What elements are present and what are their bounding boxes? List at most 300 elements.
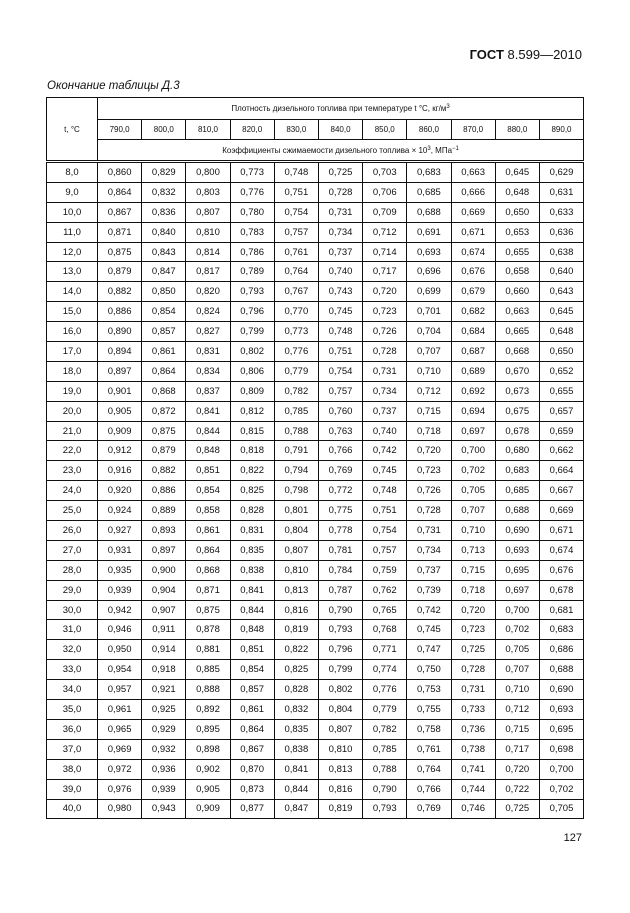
- coefficient-cell: 0,697: [451, 421, 495, 441]
- table-row: [47, 421, 584, 441]
- coefficient-cell: 0,813: [318, 759, 362, 779]
- table-row: [47, 322, 584, 342]
- coefficient-cell: 0,650: [539, 342, 583, 362]
- table-row: [47, 560, 584, 580]
- coefficient-cell: 0,759: [363, 560, 407, 580]
- coefficient-cell: 0,680: [495, 441, 539, 461]
- coefficient-cell: 0,893: [142, 521, 186, 541]
- coefficient-cell: 0,841: [274, 759, 318, 779]
- coefficient-cell: 0,742: [363, 441, 407, 461]
- coefficient-cell: 0,663: [495, 302, 539, 322]
- coefficient-cell: 0,748: [274, 162, 318, 183]
- coefficient-cell: 0,741: [451, 759, 495, 779]
- coefficient-cell: 0,693: [539, 700, 583, 720]
- coefficient-cell: 0,802: [318, 680, 362, 700]
- coefficient-cell: 0,864: [186, 540, 230, 560]
- coefficient-cell: 0,898: [186, 739, 230, 759]
- coefficient-header: Коэффициенты сжимаемости дизельного топлива × $10^3$, МПа$^{-1}$: [98, 140, 584, 162]
- coefficient-cell: 0,728: [407, 501, 451, 521]
- coefficient-cell: 0,851: [186, 461, 230, 481]
- coefficient-cell: 0,895: [186, 719, 230, 739]
- coefficient-cell: 0,879: [98, 262, 142, 282]
- coefficient-cell: 0,700: [539, 759, 583, 779]
- coefficient-cell: 0,868: [186, 560, 230, 580]
- table-row: [47, 242, 584, 262]
- coefficient-cell: 0,757: [363, 540, 407, 560]
- coefficient-cell: 0,667: [539, 481, 583, 501]
- coefficient-cell: 0,871: [98, 222, 142, 242]
- temperature-cell: 32,0: [47, 640, 98, 660]
- coefficient-cell: 0,684: [451, 322, 495, 342]
- coefficient-cell: 0,776: [230, 182, 274, 202]
- temperature-cell: 21,0: [47, 421, 98, 441]
- table-row: [47, 222, 584, 242]
- coefficient-cell: 0,668: [495, 342, 539, 362]
- coefficient-cell: 0,785: [363, 739, 407, 759]
- coefficient-cell: 0,725: [495, 799, 539, 819]
- coefficient-cell: 0,764: [407, 759, 451, 779]
- coefficient-cell: 0,882: [98, 282, 142, 302]
- coefficient-cell: 0,720: [451, 600, 495, 620]
- coefficient-cell: 0,722: [495, 779, 539, 799]
- coefficient-cell: 0,669: [539, 501, 583, 521]
- coefficient-cell: 0,877: [230, 799, 274, 819]
- coefficient-cell: 0,810: [274, 560, 318, 580]
- coefficient-cell: 0,861: [230, 700, 274, 720]
- coefficient-cell: 0,925: [142, 700, 186, 720]
- coefficient-cell: 0,924: [98, 501, 142, 521]
- coefficient-cell: 0,798: [274, 481, 318, 501]
- coefficient-cell: 0,897: [98, 361, 142, 381]
- coefficient-cell: 0,698: [539, 739, 583, 759]
- coefficient-cell: 0,872: [142, 401, 186, 421]
- coefficient-cell: 0,911: [142, 620, 186, 640]
- coefficient-cell: 0,844: [274, 779, 318, 799]
- coefficient-cell: 0,745: [318, 302, 362, 322]
- coefficient-cell: 0,720: [363, 282, 407, 302]
- coefficient-cell: 0,645: [495, 162, 539, 183]
- coefficient-cell: 0,740: [318, 262, 362, 282]
- temperature-cell: 20,0: [47, 401, 98, 421]
- coefficient-cell: 0,901: [98, 381, 142, 401]
- density-value: 820,0: [230, 120, 274, 140]
- coefficient-cell: 0,843: [142, 242, 186, 262]
- table-row: [47, 719, 584, 739]
- table-row: [47, 461, 584, 481]
- coefficient-cell: 0,818: [230, 441, 274, 461]
- coefficient-cell: 0,784: [318, 560, 362, 580]
- table-row: [47, 342, 584, 362]
- coefficient-cell: 0,827: [186, 322, 230, 342]
- coefficient-cell: 0,885: [186, 660, 230, 680]
- coefficient-cell: 0,847: [274, 799, 318, 819]
- coefficient-cell: 0,640: [539, 262, 583, 282]
- coefficient-cell: 0,831: [186, 342, 230, 362]
- coefficient-cell: 0,848: [186, 441, 230, 461]
- coefficient-cell: 0,736: [451, 719, 495, 739]
- coefficient-cell: 0,831: [230, 521, 274, 541]
- coefficient-cell: 0,771: [363, 640, 407, 660]
- coefficient-cell: 0,731: [363, 361, 407, 381]
- coefficient-cell: 0,954: [98, 660, 142, 680]
- coefficient-cell: 0,685: [495, 481, 539, 501]
- coefficient-cell: 0,781: [318, 540, 362, 560]
- coefficient-cell: 0,720: [407, 441, 451, 461]
- coefficient-cell: 0,835: [230, 540, 274, 560]
- coefficient-cell: 0,737: [318, 242, 362, 262]
- coefficient-cell: 0,844: [230, 600, 274, 620]
- coefficient-cell: 0,737: [363, 401, 407, 421]
- coefficient-cell: 0,888: [186, 680, 230, 700]
- coefficient-cell: 0,775: [318, 501, 362, 521]
- coefficient-cell: 0,861: [186, 521, 230, 541]
- coefficient-cell: 0,796: [230, 302, 274, 322]
- coefficient-cell: 0,766: [318, 441, 362, 461]
- coefficient-cell: 0,861: [142, 342, 186, 362]
- temperature-cell: 24,0: [47, 481, 98, 501]
- coefficient-cell: 0,742: [407, 600, 451, 620]
- coefficient-cell: 0,803: [186, 182, 230, 202]
- coefficient-cell: 0,799: [230, 322, 274, 342]
- coefficient-cell: 0,976: [98, 779, 142, 799]
- coefficient-cell: 0,824: [186, 302, 230, 322]
- coefficient-cell: 0,731: [318, 202, 362, 222]
- coefficient-cell: 0,733: [451, 700, 495, 720]
- coefficient-cell: 0,631: [539, 182, 583, 202]
- density-value: 840,0: [318, 120, 362, 140]
- coefficient-cell: 0,882: [142, 461, 186, 481]
- coefficient-cell: 0,751: [363, 501, 407, 521]
- coefficient-cell: 0,676: [539, 560, 583, 580]
- table-row: [47, 660, 584, 680]
- coefficient-cell: 0,779: [363, 700, 407, 720]
- coefficient-cell: 0,875: [186, 600, 230, 620]
- temperature-cell: 34,0: [47, 680, 98, 700]
- table-caption: Окончание таблицы Д.3: [47, 80, 180, 92]
- standard-label: ГОСТ: [469, 47, 504, 62]
- coefficient-cell: 0,890: [98, 322, 142, 342]
- coefficient-cell: 0,875: [142, 421, 186, 441]
- coefficient-cell: 0,801: [274, 501, 318, 521]
- coefficient-cell: 0,796: [318, 640, 362, 660]
- coefficient-cell: 0,731: [407, 521, 451, 541]
- coefficient-cell: 0,804: [318, 700, 362, 720]
- table-row: [47, 262, 584, 282]
- coefficient-cell: 0,921: [142, 680, 186, 700]
- coefficient-cell: 0,693: [495, 540, 539, 560]
- coefficient-cell: 0,770: [274, 302, 318, 322]
- coefficient-cell: 0,850: [142, 282, 186, 302]
- coefficient-cell: 0,691: [407, 222, 451, 242]
- coefficient-cell: 0,782: [363, 719, 407, 739]
- coefficient-cell: 0,753: [407, 680, 451, 700]
- coefficient-cell: 0,879: [142, 441, 186, 461]
- coefficient-cell: 0,942: [98, 600, 142, 620]
- coefficient-cell: 0,738: [451, 739, 495, 759]
- coefficient-cell: 0,693: [407, 242, 451, 262]
- coefficient-cell: 0,754: [318, 361, 362, 381]
- coefficient-cell: 0,790: [318, 600, 362, 620]
- coefficient-cell: 0,943: [142, 799, 186, 819]
- coefficient-cell: 0,699: [407, 282, 451, 302]
- coefficient-cell: 0,725: [318, 162, 362, 183]
- coefficient-cell: 0,807: [274, 540, 318, 560]
- coefficient-cell: 0,705: [539, 799, 583, 819]
- temperature-cell: 14,0: [47, 282, 98, 302]
- coefficient-cell: 0,789: [230, 262, 274, 282]
- coefficient-cell: 0,748: [363, 481, 407, 501]
- coefficient-cell: 0,972: [98, 759, 142, 779]
- coefficient-cell: 0,916: [98, 461, 142, 481]
- coefficient-cell: 0,902: [186, 759, 230, 779]
- temperature-cell: 11,0: [47, 222, 98, 242]
- coefficient-cell: 0,710: [407, 361, 451, 381]
- coefficient-cell: 0,740: [363, 421, 407, 441]
- standard-number: 8.599—2010: [507, 47, 582, 62]
- coefficient-cell: 0,939: [98, 580, 142, 600]
- table-row: [47, 501, 584, 521]
- coefficient-cell: 0,682: [451, 302, 495, 322]
- coefficient-cell: 0,873: [230, 779, 274, 799]
- coefficient-cell: 0,669: [451, 202, 495, 222]
- coefficient-cell: 0,836: [142, 202, 186, 222]
- coefficient-cell: 0,685: [407, 182, 451, 202]
- coefficient-cell: 0,854: [230, 660, 274, 680]
- temperature-cell: 26,0: [47, 521, 98, 541]
- coefficient-cell: 0,745: [363, 461, 407, 481]
- coefficient-cell: 0,841: [186, 401, 230, 421]
- coefficient-cell: 0,645: [539, 302, 583, 322]
- coefficient-cell: 0,787: [318, 580, 362, 600]
- coefficient-cell: 0,695: [539, 719, 583, 739]
- coefficient-cell: 0,868: [142, 381, 186, 401]
- coefficient-cell: 0,710: [451, 521, 495, 541]
- coefficient-cell: 0,712: [363, 222, 407, 242]
- temperature-cell: 36,0: [47, 719, 98, 739]
- coefficient-cell: 0,817: [186, 262, 230, 282]
- coefficient-cell: 0,769: [318, 461, 362, 481]
- table-row: [47, 361, 584, 381]
- coefficient-cell: 0,689: [451, 361, 495, 381]
- coefficient-cell: 0,914: [142, 640, 186, 660]
- coefficient-cell: 0,726: [407, 481, 451, 501]
- coefficient-cell: 0,666: [451, 182, 495, 202]
- coefficient-cell: 0,683: [539, 620, 583, 640]
- coefficient-cell: 0,751: [318, 342, 362, 362]
- table-row: [47, 799, 584, 819]
- coefficient-cell: 0,894: [98, 342, 142, 362]
- coefficient-cell: 0,655: [539, 381, 583, 401]
- coefficient-cell: 0,819: [274, 620, 318, 640]
- coefficient-cell: 0,791: [274, 441, 318, 461]
- coefficient-cell: 0,920: [98, 481, 142, 501]
- coefficient-cell: 0,864: [98, 182, 142, 202]
- coefficient-cell: 0,660: [495, 282, 539, 302]
- temperature-cell: 30,0: [47, 600, 98, 620]
- coefficient-cell: 0,718: [407, 421, 451, 441]
- coefficient-cell: 0,809: [230, 381, 274, 401]
- coefficient-cell: 0,702: [495, 620, 539, 640]
- temperature-column-header: t, °С: [47, 98, 98, 162]
- coefficient-cell: 0,838: [274, 739, 318, 759]
- coefficient-cell: 0,832: [142, 182, 186, 202]
- coefficient-cell: 0,812: [230, 401, 274, 421]
- temperature-cell: 22,0: [47, 441, 98, 461]
- temperature-cell: 19,0: [47, 381, 98, 401]
- coefficient-cell: 0,768: [363, 620, 407, 640]
- coefficient-cell: 0,892: [186, 700, 230, 720]
- coefficient-cell: 0,710: [495, 680, 539, 700]
- coefficient-cell: 0,881: [186, 640, 230, 660]
- coefficient-cell: 0,638: [539, 242, 583, 262]
- coefficient-cell: 0,904: [142, 580, 186, 600]
- coefficient-cell: 0,739: [407, 580, 451, 600]
- coefficient-cell: 0,816: [318, 779, 362, 799]
- coefficient-cell: 0,931: [98, 540, 142, 560]
- coefficient-cell: 0,761: [274, 242, 318, 262]
- coefficient-cell: 0,804: [274, 521, 318, 541]
- coefficient-cell: 0,701: [407, 302, 451, 322]
- coefficient-cell: 0,860: [98, 162, 142, 183]
- coefficient-cell: 0,935: [98, 560, 142, 580]
- page-number: 127: [563, 832, 582, 844]
- coefficient-cell: 0,793: [363, 799, 407, 819]
- coefficient-cell: 0,709: [363, 202, 407, 222]
- coefficient-cell: 0,854: [142, 302, 186, 322]
- coefficient-cell: 0,717: [363, 262, 407, 282]
- coefficient-cell: 0,822: [274, 640, 318, 660]
- coefficient-cell: 0,788: [274, 421, 318, 441]
- coefficient-cell: 0,705: [451, 481, 495, 501]
- compressibility-table: [46, 97, 584, 819]
- coefficient-cell: 0,734: [363, 381, 407, 401]
- coefficient-cell: 0,772: [318, 481, 362, 501]
- coefficient-cell: 0,653: [495, 222, 539, 242]
- coefficient-cell: 0,939: [142, 779, 186, 799]
- coefficient-cell: 0,838: [230, 560, 274, 580]
- coefficient-cell: 0,807: [318, 719, 362, 739]
- coefficient-cell: 0,763: [318, 421, 362, 441]
- coefficient-cell: 0,755: [407, 700, 451, 720]
- coefficient-cell: 0,704: [407, 322, 451, 342]
- coefficient-cell: 0,700: [451, 441, 495, 461]
- density-value: 870,0: [451, 120, 495, 140]
- coefficient-cell: 0,751: [274, 182, 318, 202]
- density-value: 810,0: [186, 120, 230, 140]
- coefficient-cell: 0,905: [98, 401, 142, 421]
- density-value: 850,0: [363, 120, 407, 140]
- table-row: [47, 381, 584, 401]
- coefficient-cell: 0,841: [230, 580, 274, 600]
- coefficient-cell: 0,871: [186, 580, 230, 600]
- coefficient-cell: 0,687: [451, 342, 495, 362]
- coefficient-cell: 0,728: [363, 342, 407, 362]
- coefficient-cell: 0,714: [363, 242, 407, 262]
- coefficient-cell: 0,825: [274, 660, 318, 680]
- coefficient-cell: 0,715: [451, 560, 495, 580]
- coefficient-cell: 0,774: [363, 660, 407, 680]
- coefficient-cell: 0,688: [539, 660, 583, 680]
- coefficient-cell: 0,961: [98, 700, 142, 720]
- table-row: [47, 282, 584, 302]
- coefficient-cell: 0,760: [318, 401, 362, 421]
- coefficient-cell: 0,745: [407, 620, 451, 640]
- coefficient-cell: 0,702: [451, 461, 495, 481]
- coefficient-cell: 0,748: [318, 322, 362, 342]
- coefficient-cell: 0,705: [495, 640, 539, 660]
- coefficient-cell: 0,688: [495, 501, 539, 521]
- coefficient-cell: 0,828: [230, 501, 274, 521]
- temperature-cell: 13,0: [47, 262, 98, 282]
- coefficient-cell: 0,664: [539, 461, 583, 481]
- coefficient-cell: 0,878: [186, 620, 230, 640]
- coefficient-cell: 0,675: [495, 401, 539, 421]
- density-value: 800,0: [142, 120, 186, 140]
- coefficient-cell: 0,776: [363, 680, 407, 700]
- coefficient-cell: 0,713: [451, 540, 495, 560]
- coefficient-cell: 0,720: [495, 759, 539, 779]
- coefficient-cell: 0,779: [274, 361, 318, 381]
- coefficient-cell: 0,650: [495, 202, 539, 222]
- table-row: [47, 680, 584, 700]
- coefficient-cell: 0,767: [274, 282, 318, 302]
- temperature-cell: 17,0: [47, 342, 98, 362]
- coefficient-cell: 0,886: [98, 302, 142, 322]
- coefficient-cell: 0,794: [274, 461, 318, 481]
- coefficient-cell: 0,758: [407, 719, 451, 739]
- coefficient-cell: 0,707: [451, 501, 495, 521]
- coefficient-cell: 0,773: [274, 322, 318, 342]
- coefficient-cell: 0,820: [186, 282, 230, 302]
- coefficient-cell: 0,814: [186, 242, 230, 262]
- coefficient-cell: 0,802: [230, 342, 274, 362]
- coefficient-cell: 0,648: [495, 182, 539, 202]
- coefficient-cell: 0,679: [451, 282, 495, 302]
- table-row: [47, 540, 584, 560]
- coefficient-cell: 0,816: [274, 600, 318, 620]
- coefficient-cell: 0,726: [363, 322, 407, 342]
- coefficient-cell: 0,851: [230, 640, 274, 660]
- coefficient-cell: 0,946: [98, 620, 142, 640]
- coefficient-cell: 0,712: [495, 700, 539, 720]
- coefficient-cell: 0,659: [539, 421, 583, 441]
- coefficient-cell: 0,783: [230, 222, 274, 242]
- coefficient-cell: 0,652: [539, 361, 583, 381]
- coefficient-cell: 0,782: [274, 381, 318, 401]
- temperature-cell: 16,0: [47, 322, 98, 342]
- coefficient-cell: 0,900: [142, 560, 186, 580]
- coefficient-cell: 0,969: [98, 739, 142, 759]
- table-row: [47, 521, 584, 541]
- table-row: [47, 302, 584, 322]
- coefficient-cell: 0,909: [186, 799, 230, 819]
- coefficient-cell: 0,676: [451, 262, 495, 282]
- coefficient-cell: 0,734: [318, 222, 362, 242]
- coefficient-cell: 0,965: [98, 719, 142, 739]
- coefficient-cell: 0,810: [318, 739, 362, 759]
- coefficient-cell: 0,889: [142, 501, 186, 521]
- coefficient-cell: 0,678: [539, 580, 583, 600]
- density-value: 860,0: [407, 120, 451, 140]
- coefficient-cell: 0,757: [274, 222, 318, 242]
- coefficient-cell: 0,694: [451, 401, 495, 421]
- coefficient-cell: 0,673: [495, 381, 539, 401]
- temperature-cell: 33,0: [47, 660, 98, 680]
- coefficient-cell: 0,806: [230, 361, 274, 381]
- coefficient-cell: 0,723: [451, 620, 495, 640]
- table-row: [47, 162, 584, 183]
- temperature-cell: 35,0: [47, 700, 98, 720]
